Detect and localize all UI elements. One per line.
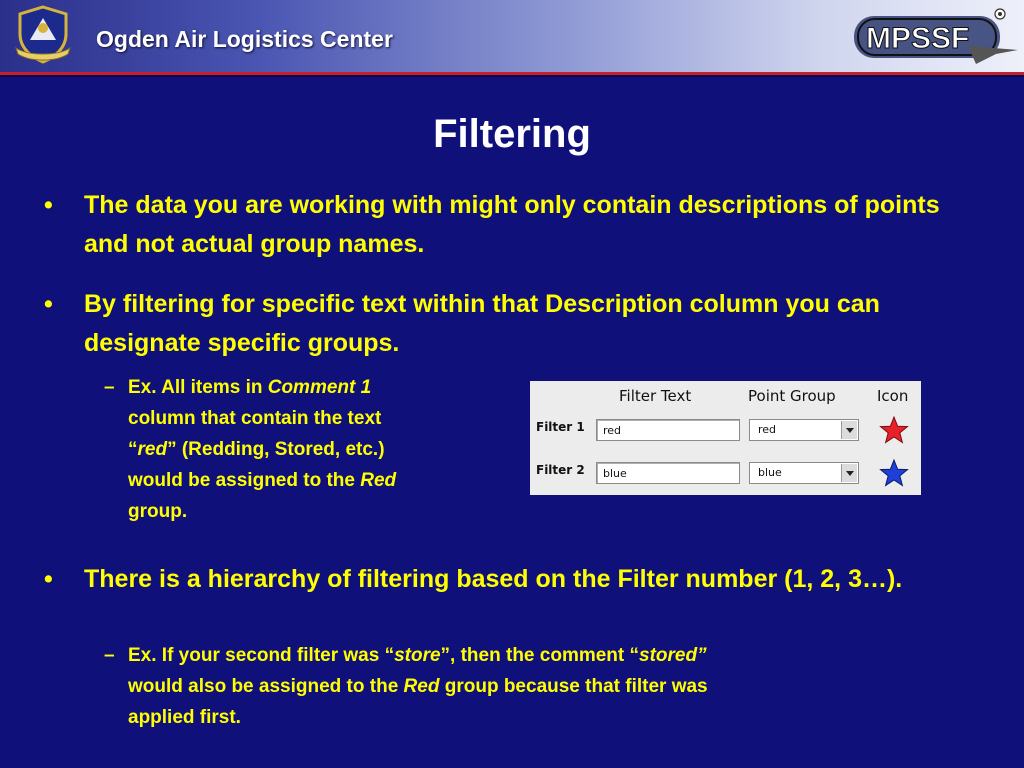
chevron-down-icon[interactable] <box>841 464 857 482</box>
icon-header: Icon <box>877 387 909 405</box>
chevron-down-icon[interactable] <box>841 421 857 439</box>
sub-bullet-marker: – <box>104 645 115 666</box>
point-group-header: Point Group <box>748 387 836 405</box>
organization-title: Ogden Air Logistics Center <box>96 26 393 52</box>
example-text: Ex. All items in Comment 1 column that contain the text “red” (Redding, Stored, etc.) would be assigned to the Red group. <box>128 377 397 522</box>
filter-settings-panel <box>530 381 921 495</box>
bullet-text: The data you are working with might only contain descriptions of points and not actual group names. <box>84 191 940 258</box>
example-sub-bullet <box>104 640 984 736</box>
slide-title: Filtering <box>433 112 591 156</box>
filter-2-group-value: blue <box>758 466 782 479</box>
filter-1-group-dropdown[interactable] <box>749 419 859 441</box>
bullet-item <box>44 560 984 640</box>
bullet-item <box>44 186 984 266</box>
header-divider-shadow <box>0 75 1024 77</box>
bullet-marker: • <box>44 565 53 593</box>
red-star-icon[interactable] <box>879 416 909 444</box>
bullet-marker: • <box>44 191 53 219</box>
example-text: Ex. If your second filter was “store”, then the comment “stored” would also be assigned to the Red group because that filter was applied first. <box>128 645 708 728</box>
filter-1-label: Filter 1 <box>536 420 585 434</box>
bullet-text: There is a hierarchy of filtering based on the Filter number (1, 2, 3…). <box>84 565 903 593</box>
command-emblem-icon <box>12 4 74 66</box>
filter-1-text-input[interactable]: red <box>596 419 740 441</box>
blue-star-icon[interactable] <box>879 459 909 487</box>
filter-2-group-dropdown[interactable] <box>749 462 859 484</box>
bullet-item <box>44 285 984 365</box>
filter-1-group-value: red <box>758 423 777 436</box>
filter-2-text-input[interactable]: blue <box>596 462 740 484</box>
mpssf-logo <box>848 6 1020 68</box>
svg-text:MPSSF: MPSSF <box>866 22 970 55</box>
example-sub-bullet <box>104 372 504 532</box>
filter-2-label: Filter 2 <box>536 463 585 477</box>
bullet-marker: • <box>44 290 53 318</box>
sub-bullet-marker: – <box>104 377 115 398</box>
bullet-text: By filtering for specific text within that Description column you can designate specific groups. <box>84 290 880 357</box>
filter-text-header: Filter Text <box>619 387 692 405</box>
